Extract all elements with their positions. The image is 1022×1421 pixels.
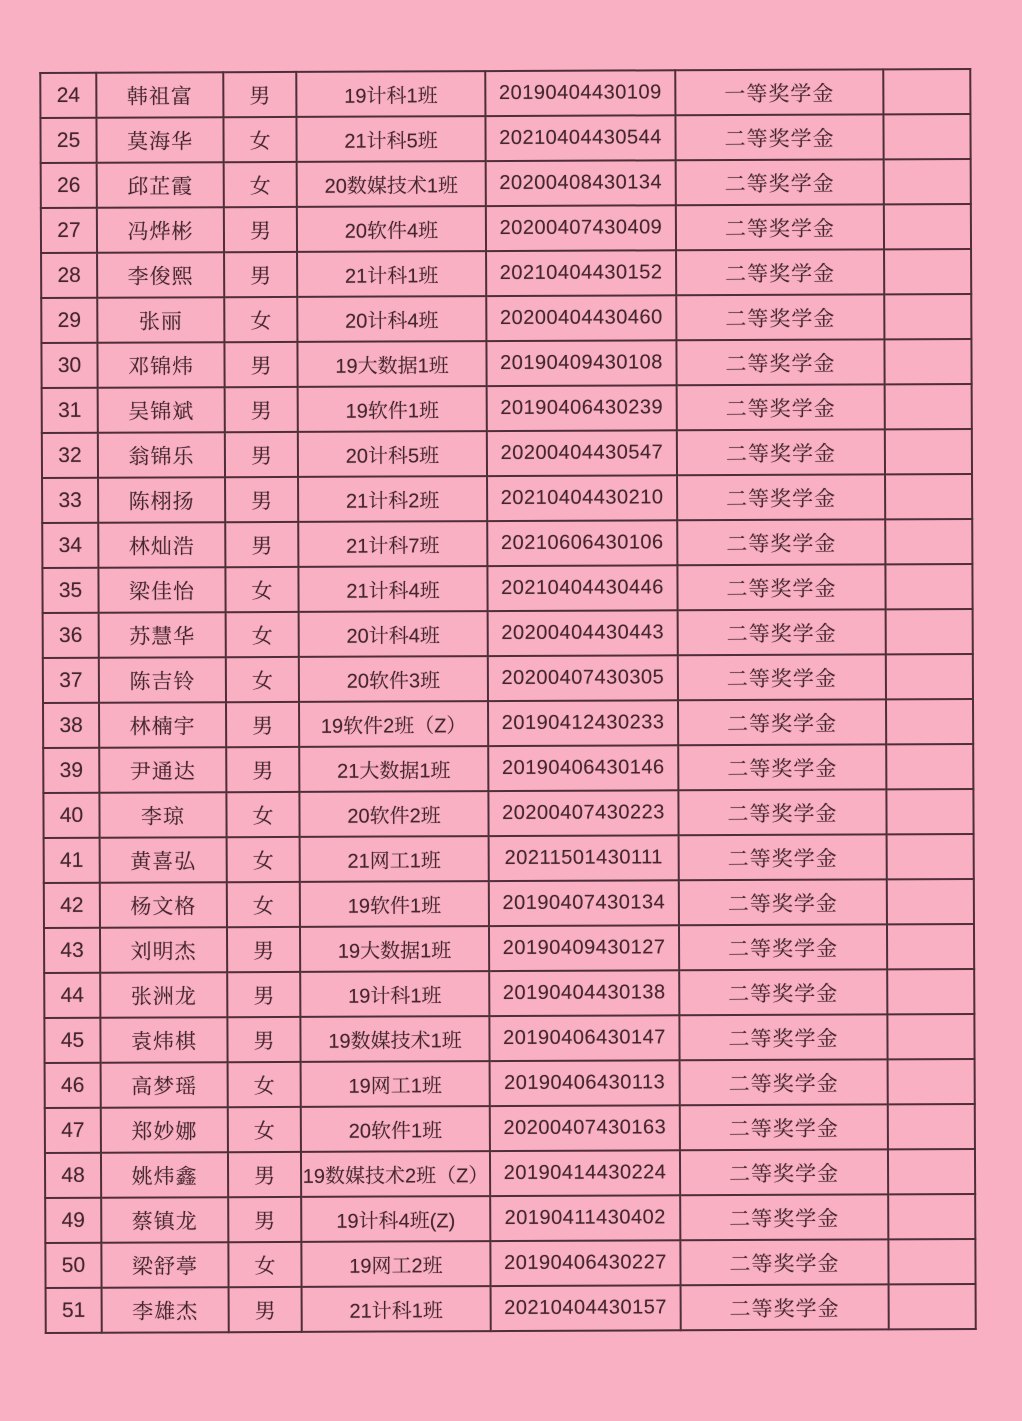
student-class: 21计科4班	[298, 566, 487, 612]
student-class: 19大数据1班	[297, 341, 486, 387]
row-index: 48	[45, 1153, 101, 1198]
note-cell	[883, 114, 970, 159]
student-id: 20190404430138	[489, 970, 679, 1016]
row-index: 35	[42, 568, 98, 613]
student-name: 吴锦斌	[98, 387, 225, 433]
student-name: 韩祖富	[96, 72, 223, 118]
student-gender: 女	[224, 297, 297, 342]
student-name: 翁锦乐	[98, 432, 225, 478]
note-cell	[884, 159, 971, 204]
row-index: 27	[41, 208, 97, 253]
table-row	[44, 834, 974, 883]
student-gender: 男	[224, 252, 297, 297]
student-name: 苏慧华	[99, 612, 226, 658]
student-gender: 女	[223, 117, 296, 162]
student-class: 19计科1班	[300, 971, 489, 1017]
note-cell	[887, 834, 974, 879]
student-name: 李琼	[99, 792, 226, 838]
row-index: 26	[41, 163, 97, 208]
scholarship-table	[39, 68, 976, 1334]
note-cell	[886, 654, 973, 699]
award-level: 二等奖学金	[677, 429, 885, 475]
student-id: 20190404430109	[485, 70, 675, 116]
student-class: 20软件4班	[297, 206, 486, 252]
award-level: 二等奖学金	[679, 969, 887, 1015]
award-level: 二等奖学金	[678, 744, 886, 790]
table-row	[41, 204, 971, 253]
table-row	[43, 744, 973, 793]
student-id: 20210404430157	[491, 1285, 681, 1331]
student-id: 20190411430402	[490, 1195, 680, 1241]
student-id: 20190406430146	[488, 745, 678, 791]
student-class: 19数媒技术2班（Z）	[301, 1151, 490, 1197]
student-id: 20190406430227	[490, 1240, 680, 1286]
table-row	[41, 159, 971, 208]
note-cell	[884, 294, 971, 339]
student-class: 20数媒技术1班	[297, 161, 486, 207]
note-cell	[888, 1149, 975, 1194]
student-name: 高梦瑶	[101, 1062, 228, 1108]
student-class: 21计科2班	[298, 476, 487, 522]
table-row	[41, 249, 971, 298]
award-level: 二等奖学金	[676, 159, 884, 205]
student-name: 邱芷霞	[97, 162, 224, 208]
student-gender: 男	[226, 702, 299, 747]
note-cell	[885, 564, 972, 609]
award-level: 一等奖学金	[675, 69, 883, 115]
row-index: 44	[44, 973, 100, 1018]
note-cell	[886, 789, 973, 834]
table-row	[42, 474, 972, 523]
student-id: 20190409430127	[489, 925, 679, 971]
note-cell	[887, 1014, 974, 1059]
row-index: 33	[42, 478, 98, 523]
row-index: 49	[45, 1198, 101, 1243]
table-row	[44, 879, 974, 928]
award-level: 二等奖学金	[678, 609, 886, 655]
award-level: 二等奖学金	[681, 1284, 889, 1330]
student-class: 21计科1班	[302, 1286, 491, 1332]
student-class: 19网工2班	[301, 1241, 490, 1287]
student-gender: 男	[225, 477, 298, 522]
row-index: 40	[43, 793, 99, 838]
award-level: 二等奖学金	[679, 879, 887, 925]
student-id: 20200404430460	[486, 295, 676, 341]
table-row	[43, 699, 973, 748]
student-name: 李俊熙	[97, 252, 224, 298]
student-class: 20软件3班	[299, 656, 488, 702]
student-gender: 女	[227, 882, 300, 927]
row-index: 37	[43, 658, 99, 703]
student-class: 20计科4班	[297, 296, 486, 342]
note-cell	[884, 249, 971, 294]
student-id: 20210404430152	[486, 250, 676, 296]
table-row	[41, 294, 971, 343]
award-level: 二等奖学金	[678, 699, 886, 745]
row-index: 41	[44, 838, 100, 883]
student-class: 19数媒技术1班	[300, 1016, 489, 1062]
student-id: 20200404430443	[488, 610, 678, 656]
student-class: 19大数据1班	[300, 926, 489, 972]
table-row	[42, 519, 972, 568]
student-id: 20200407430409	[486, 205, 676, 251]
student-id: 20190406430147	[489, 1015, 679, 1061]
student-gender: 女	[226, 657, 299, 702]
table-row	[45, 1149, 975, 1198]
note-cell	[885, 384, 972, 429]
student-class: 19软件2班（Z）	[299, 701, 488, 747]
award-level: 二等奖学金	[677, 564, 885, 610]
student-name: 尹通达	[99, 747, 226, 793]
student-gender: 男	[225, 522, 298, 567]
table-row	[44, 1014, 974, 1063]
award-level: 二等奖学金	[679, 834, 887, 880]
student-id: 20211501430111	[489, 835, 679, 881]
student-gender: 男	[228, 1197, 301, 1242]
student-id: 20200407430163	[490, 1105, 680, 1151]
table-row	[40, 69, 970, 118]
table-row	[45, 1059, 975, 1108]
note-cell	[887, 879, 974, 924]
student-id: 20200408430134	[486, 160, 676, 206]
student-name: 张丽	[97, 297, 224, 343]
student-gender: 女	[226, 612, 299, 657]
student-class: 19网工1班	[301, 1061, 490, 1107]
student-name: 黄喜弘	[100, 837, 227, 883]
student-name: 郑妙娜	[101, 1107, 228, 1153]
note-cell	[886, 699, 973, 744]
student-gender: 女	[228, 1107, 301, 1152]
award-level: 二等奖学金	[676, 294, 884, 340]
student-gender: 男	[229, 1287, 302, 1332]
student-gender: 女	[225, 567, 298, 612]
student-class: 19计科4班(Z)	[301, 1196, 490, 1242]
student-name: 姚炜鑫	[101, 1152, 228, 1198]
student-gender: 男	[227, 927, 300, 972]
student-gender: 男	[225, 432, 298, 477]
student-gender: 男	[227, 1017, 300, 1062]
table-row	[45, 1239, 975, 1288]
student-name: 梁佳怡	[98, 567, 225, 613]
student-id: 20190407430134	[489, 880, 679, 926]
table-row	[45, 1194, 975, 1243]
row-index: 46	[45, 1063, 101, 1108]
table-row	[46, 1284, 976, 1333]
student-name: 邓锦炜	[97, 342, 224, 388]
student-gender: 女	[227, 837, 300, 882]
student-name: 梁舒葶	[101, 1242, 228, 1288]
student-class: 19计科1班	[296, 71, 485, 117]
note-cell	[883, 69, 970, 114]
row-index: 50	[45, 1243, 101, 1288]
student-gender: 男	[228, 1152, 301, 1197]
student-gender: 男	[224, 207, 297, 252]
table-row	[42, 429, 972, 478]
row-index: 42	[44, 883, 100, 928]
student-gender: 男	[223, 72, 296, 117]
student-id: 20190406430113	[490, 1060, 680, 1106]
student-class: 21计科7班	[298, 521, 487, 567]
student-class: 21大数据1班	[299, 746, 488, 792]
student-name: 陈吉铃	[99, 657, 226, 703]
student-class: 20计科4班	[299, 611, 488, 657]
student-id: 20200407430305	[488, 655, 678, 701]
student-class: 19软件1班	[298, 386, 487, 432]
table-row	[40, 114, 970, 163]
note-cell	[884, 339, 971, 384]
table-row	[43, 609, 973, 658]
table-row	[45, 1104, 975, 1153]
table-row	[44, 969, 974, 1018]
student-gender: 男	[225, 387, 298, 432]
student-class: 20计科5班	[298, 431, 487, 477]
row-index: 38	[43, 703, 99, 748]
award-level: 二等奖学金	[676, 339, 884, 385]
note-cell	[886, 609, 973, 654]
note-cell	[885, 429, 972, 474]
award-level: 二等奖学金	[679, 1014, 887, 1060]
row-index: 51	[46, 1288, 102, 1333]
student-id: 20190406430239	[487, 385, 677, 431]
note-cell	[888, 1104, 975, 1149]
student-name: 陈栩扬	[98, 477, 225, 523]
student-gender: 男	[226, 747, 299, 792]
student-name: 杨文格	[100, 882, 227, 928]
award-level: 二等奖学金	[677, 384, 885, 430]
student-id: 20200404430547	[487, 430, 677, 476]
student-class: 21计科1班	[297, 251, 486, 297]
student-gender: 女	[224, 162, 297, 207]
award-level: 二等奖学金	[676, 249, 884, 295]
student-gender: 女	[228, 1062, 301, 1107]
table-row	[43, 789, 973, 838]
student-id: 20190412430233	[488, 700, 678, 746]
award-level: 二等奖学金	[680, 1194, 888, 1240]
row-index: 28	[41, 253, 97, 298]
award-level: 二等奖学金	[680, 1059, 888, 1105]
row-index: 47	[45, 1108, 101, 1153]
row-index: 32	[42, 433, 98, 478]
note-cell	[885, 474, 972, 519]
table-row	[42, 384, 972, 433]
row-index: 29	[41, 298, 97, 343]
student-gender: 女	[228, 1242, 301, 1287]
student-name: 冯烨彬	[97, 207, 224, 253]
award-level: 二等奖学金	[677, 519, 885, 565]
row-index: 25	[40, 118, 96, 163]
student-name: 刘明杰	[100, 927, 227, 973]
student-name: 张洲龙	[100, 972, 227, 1018]
student-name: 蔡镇龙	[101, 1197, 228, 1243]
award-level: 二等奖学金	[680, 1239, 888, 1285]
award-level: 二等奖学金	[677, 474, 885, 520]
student-gender: 女	[226, 792, 299, 837]
student-gender: 男	[224, 342, 297, 387]
award-level: 二等奖学金	[676, 204, 884, 250]
table-row	[41, 339, 971, 388]
student-class: 20软件1班	[301, 1106, 490, 1152]
table-row	[42, 564, 972, 613]
note-cell	[884, 204, 971, 249]
note-cell	[888, 1059, 975, 1104]
student-class: 21计科5班	[296, 116, 485, 162]
row-index: 31	[42, 388, 98, 433]
row-index: 43	[44, 928, 100, 973]
note-cell	[889, 1284, 976, 1329]
student-name: 林楠宇	[99, 702, 226, 748]
student-id: 20210404430446	[487, 565, 677, 611]
award-level: 二等奖学金	[678, 789, 886, 835]
row-index: 34	[42, 523, 98, 568]
award-level: 二等奖学金	[680, 1149, 888, 1195]
note-cell	[888, 1194, 975, 1239]
student-class: 19软件1班	[300, 881, 489, 927]
note-cell	[887, 969, 974, 1014]
award-level: 二等奖学金	[679, 924, 887, 970]
student-id: 20190414430224	[490, 1150, 680, 1196]
student-id: 20210606430106	[487, 520, 677, 566]
student-gender: 男	[227, 972, 300, 1017]
award-level: 二等奖学金	[680, 1104, 888, 1150]
note-cell	[888, 1239, 975, 1284]
student-class: 21网工1班	[300, 836, 489, 882]
student-id: 20200407430223	[488, 790, 678, 836]
award-level: 二等奖学金	[678, 654, 886, 700]
student-name: 李雄杰	[102, 1287, 229, 1333]
note-cell	[885, 519, 972, 564]
row-index: 39	[43, 748, 99, 793]
row-index: 45	[44, 1018, 100, 1063]
note-cell	[887, 924, 974, 969]
row-index: 24	[40, 73, 96, 118]
student-id: 20190409430108	[486, 340, 676, 386]
row-index: 36	[43, 613, 99, 658]
award-level: 二等奖学金	[675, 114, 883, 160]
student-id: 20210404430544	[485, 115, 675, 161]
table-row	[43, 654, 973, 703]
note-cell	[886, 744, 973, 789]
student-name: 袁炜棋	[100, 1017, 227, 1063]
student-name: 莫海华	[96, 117, 223, 163]
row-index: 30	[41, 343, 97, 388]
student-id: 20210404430210	[487, 475, 677, 521]
table-row	[44, 924, 974, 973]
student-class: 20软件2班	[299, 791, 488, 837]
student-name: 林灿浩	[98, 522, 225, 568]
